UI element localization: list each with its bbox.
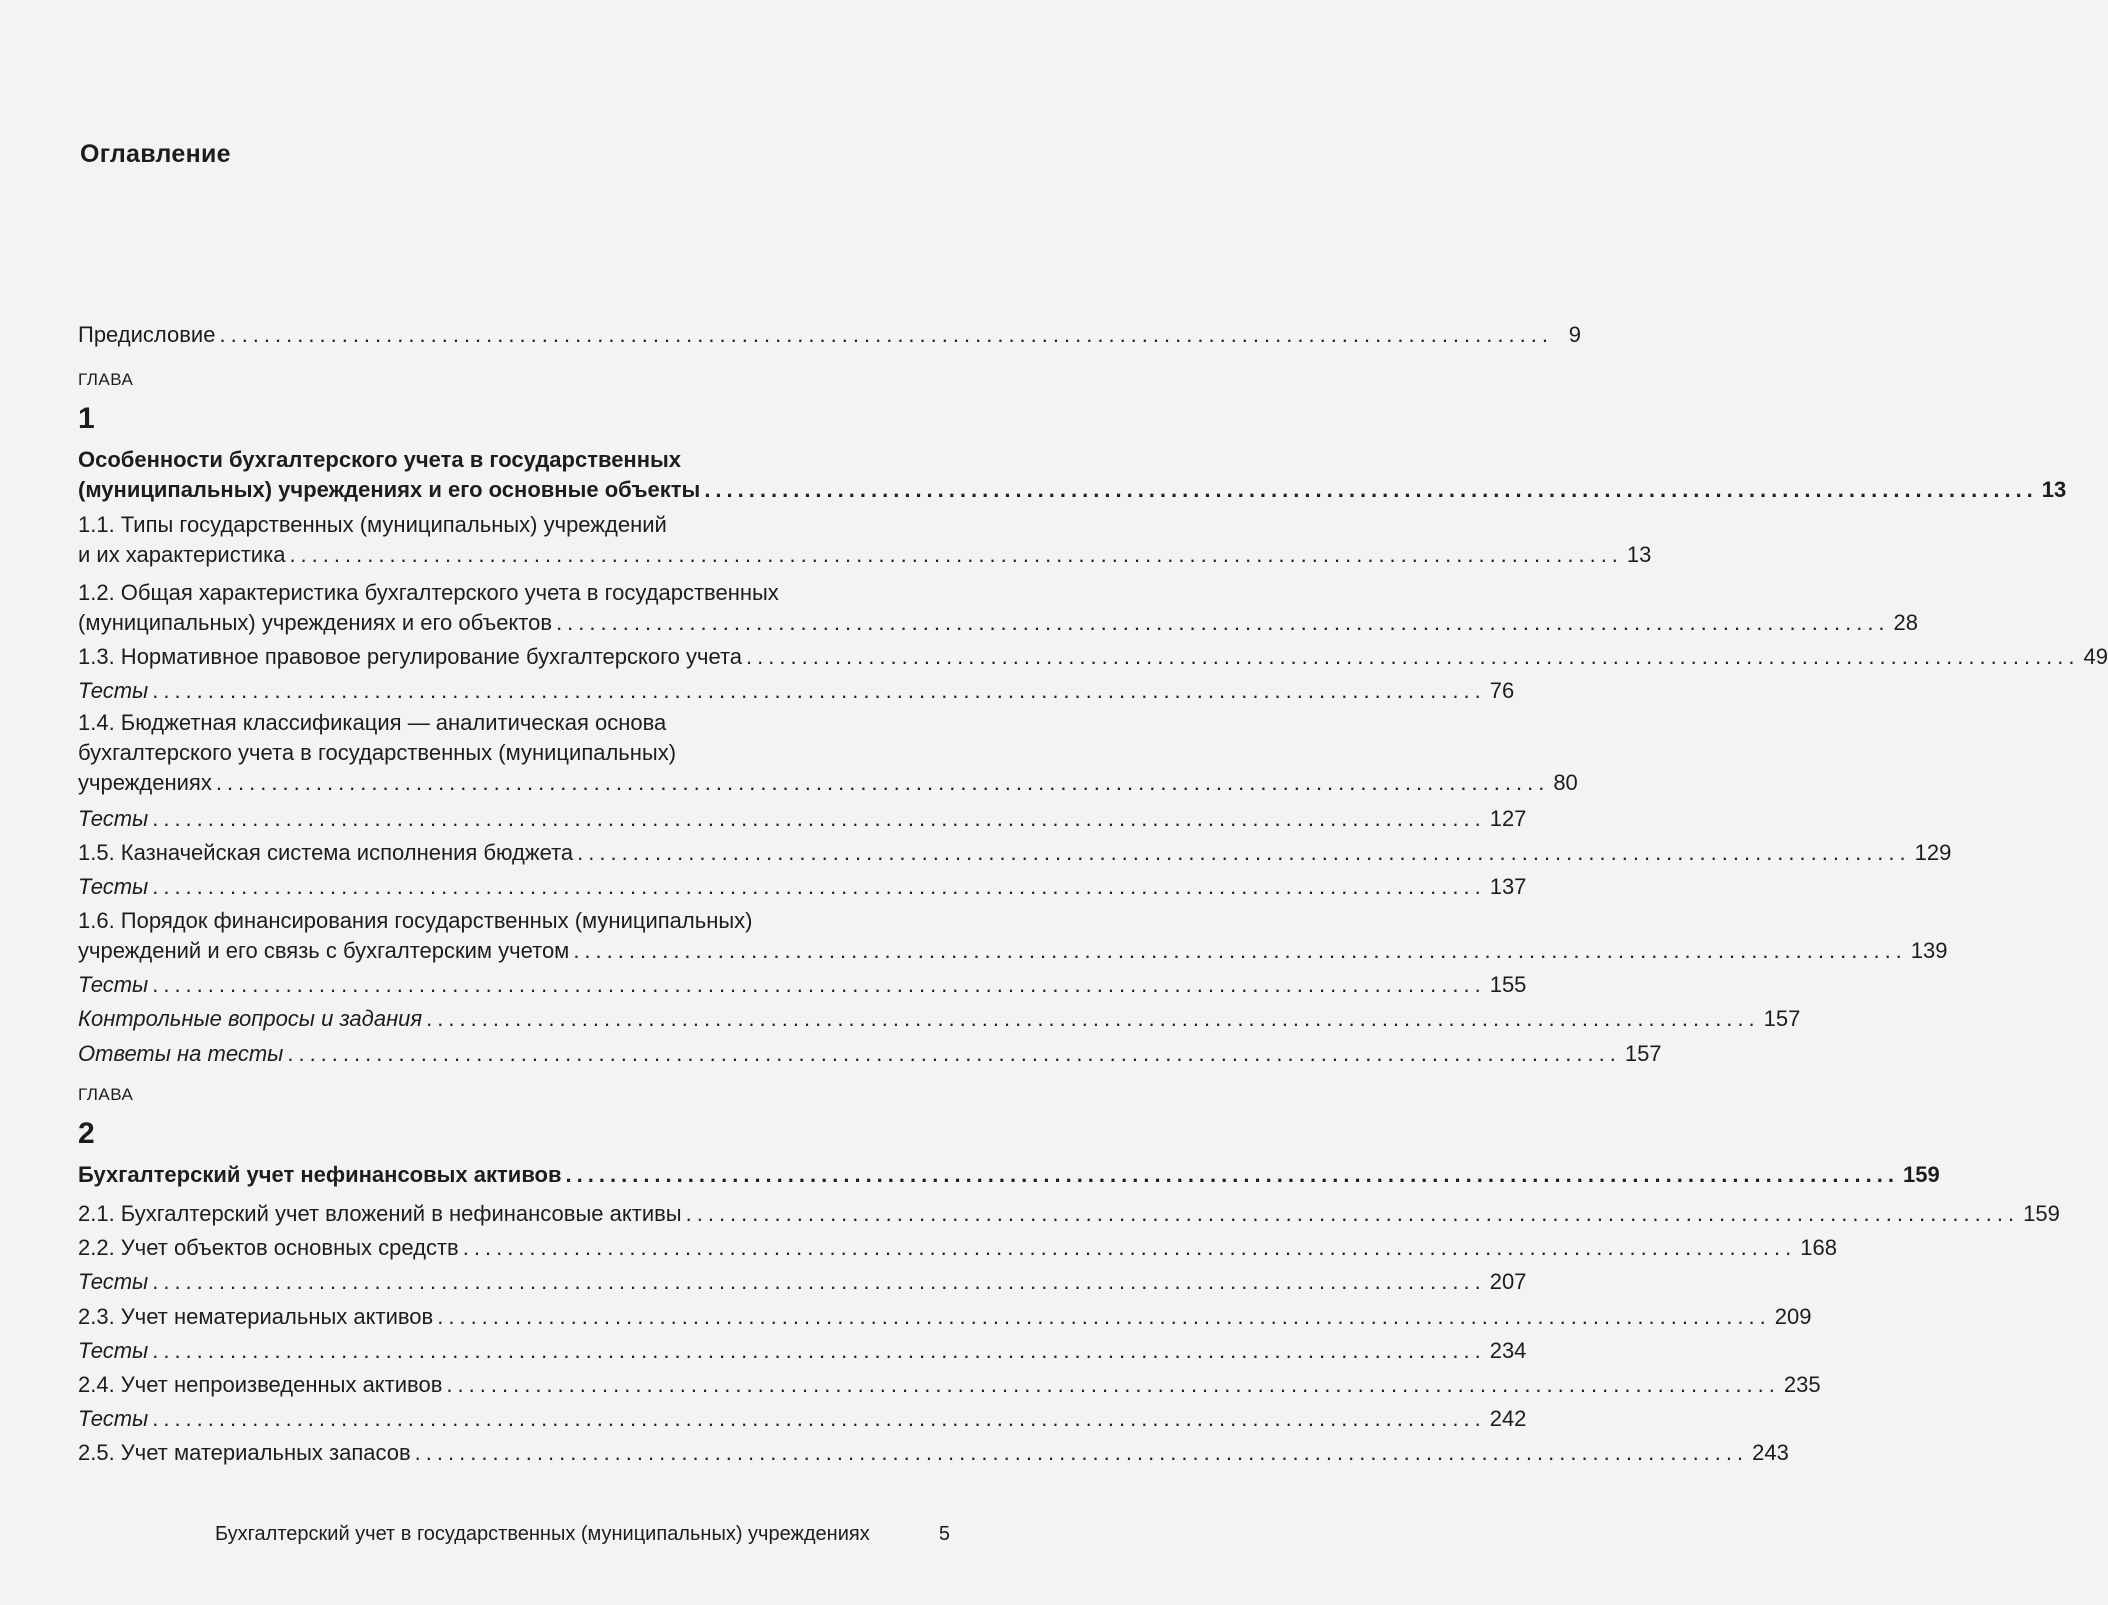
page-number: 5 xyxy=(938,1523,950,1545)
toc-entry-text: Тесты xyxy=(78,678,149,703)
page-title: Оглавление xyxy=(80,140,231,168)
toc-entry-text: Тесты xyxy=(78,972,149,997)
dot-leader: ........................................................................................................................ xyxy=(556,610,1890,635)
toc-entry-text-line1: Особенности бухгалтерского учета в государственных xyxy=(78,447,682,472)
toc-page-number: 235 xyxy=(1783,1372,1821,1397)
toc-entry-text: Тесты xyxy=(78,1406,149,1431)
chapter-2-label: ГЛАВА xyxy=(78,1085,134,1104)
dot-leader: ........................................................................................................................ xyxy=(152,678,1486,703)
dot-leader: ........................................................................................................................ xyxy=(152,972,1486,997)
dot-leader: ........................................................................................................................ xyxy=(437,1304,1771,1329)
toc-page-number: 234 xyxy=(1489,1338,1527,1363)
dot-leader: ........................................................................................................................ xyxy=(219,322,1553,347)
dot-leader: ........................................................................................................................ xyxy=(414,1440,1749,1465)
toc-entry-text: Бухгалтерский учет нефинансовых активов xyxy=(78,1162,562,1187)
toc-entry-text: 2.4. Учет непроизведенных активов xyxy=(78,1372,443,1397)
toc-page-number: 80 xyxy=(1553,770,1578,795)
dot-leader: ........................................................................................................................ xyxy=(152,1406,1486,1431)
toc-page-number: 127 xyxy=(1489,806,1527,831)
toc-page-number: 159 xyxy=(1903,1162,1940,1187)
toc-entry-text: 2.2. Учет объектов основных средств xyxy=(78,1235,459,1260)
toc-entry-text: 2.5. Учет материальных запасов xyxy=(78,1440,411,1465)
dot-leader: ........................................................................................................................ xyxy=(426,1006,1760,1031)
toc-entry-text: Ответы на тесты xyxy=(78,1041,284,1066)
toc-page-number: 49 xyxy=(2083,644,2108,669)
toc-page-number: 13 xyxy=(2041,477,2067,502)
chapter-1-number: 1 xyxy=(78,402,95,435)
toc-entry-text: 2.1. Бухгалтерский учет вложений в нефинансовые активы xyxy=(78,1201,682,1226)
toc-page-number: 129 xyxy=(1914,840,1952,865)
dot-leader: ........................................................................................................................ xyxy=(577,840,1911,865)
toc-entry-text-line1: 1.2. Общая характеристика бухгалтерского учета в государственных xyxy=(78,580,779,605)
toc-entry-text-last-line: учреждениях xyxy=(78,770,212,795)
toc-page-number: 139 xyxy=(1910,938,1948,963)
toc-page-number: 207 xyxy=(1489,1269,1527,1294)
toc-page-number: 13 xyxy=(1626,542,1652,567)
toc-page-number: 157 xyxy=(1624,1041,1662,1066)
toc-page-number: 243 xyxy=(1752,1440,1789,1465)
toc-entry-text-line2: бухгалтерского учета в государственных (муниципальных) xyxy=(78,740,677,765)
dot-leader: ........................................................................................................................ xyxy=(573,938,1907,963)
chapter-2-number: 2 xyxy=(78,1117,95,1150)
toc-entry-text: Тесты xyxy=(78,874,149,899)
toc-entry-text-line2: (муниципальных) учреждениях и его основные объекты xyxy=(78,477,701,502)
dot-leader: ........................................................................................................................ xyxy=(704,477,2038,502)
dot-leader: ........................................................................................................................ xyxy=(152,806,1486,831)
toc-page-number: 157 xyxy=(1763,1006,1801,1031)
toc-page-number: 76 xyxy=(1489,678,1515,703)
toc-entry-text: 2.3. Учет нематериальных активов xyxy=(78,1304,434,1329)
dot-leader: ........................................................................................................................ xyxy=(215,770,1550,795)
toc-entry-text: Контрольные вопросы и задания xyxy=(78,1006,423,1031)
toc-page-number: 137 xyxy=(1489,874,1527,899)
page-footer xyxy=(215,1523,950,1546)
toc-entry-text-line1: 1.6. Порядок финансирования государственных (муниципальных) xyxy=(78,908,753,933)
toc-entry-text-line1: 1.4. Бюджетная классификация — аналитическая основа xyxy=(78,710,667,735)
toc-page-number: 159 xyxy=(2023,1201,2060,1226)
toc-page-number: 9 xyxy=(1568,322,1581,347)
dot-leader: ........................................................................................................................ xyxy=(462,1235,1797,1260)
toc-entry-text-last-line: учреждений и его связь с бухгалтерским учетом xyxy=(78,938,570,963)
running-title: Бухгалтерский учет в государственных (муниципальных) учреждениях xyxy=(215,1523,870,1545)
toc-entry-text-last-line: (муниципальных) учреждениях и его объектов xyxy=(78,610,553,635)
toc-entry-text: 1.5. Казначейская система исполнения бюджета xyxy=(78,840,574,865)
toc-page-number: 242 xyxy=(1489,1406,1527,1431)
toc-entry-text: 1.3. Нормативное правовое регулирование бухгалтерского учета xyxy=(78,644,743,669)
toc-entry-text-line1: 1.1. Типы государственных (муниципальных) учреждений xyxy=(78,512,667,537)
dot-leader: ........................................................................................................................ xyxy=(446,1372,1780,1397)
toc-page-number: 28 xyxy=(1893,610,1919,635)
dot-leader: ........................................................................................................................ xyxy=(685,1201,2020,1226)
dot-leader: ........................................................................................................................ xyxy=(287,1041,1621,1066)
dot-leader: ........................................................................................................................ xyxy=(152,1338,1486,1363)
toc-page-number: 168 xyxy=(1800,1235,1837,1260)
toc-page-number: 209 xyxy=(1774,1304,1812,1329)
dot-leader: ........................................................................................................................ xyxy=(152,874,1486,899)
toc-page-number: 155 xyxy=(1489,972,1527,997)
dot-leader: ........................................................................................................................ xyxy=(152,1269,1486,1294)
toc-entry-text: Тесты xyxy=(78,806,149,831)
toc-entry-text: Предисловие xyxy=(78,322,216,347)
dot-leader: ........................................................................................................................ xyxy=(289,542,1623,567)
dot-leader: ........................................................................................................................ xyxy=(565,1162,1900,1187)
chapter-1-label: ГЛАВА xyxy=(78,370,134,389)
toc-entry-text: Тесты xyxy=(78,1338,149,1363)
toc-entry-text: Тесты xyxy=(78,1269,149,1294)
dot-leader: ........................................................................................................................ xyxy=(746,644,2080,669)
toc-entry-text-last-line: и их характеристика xyxy=(78,542,286,567)
